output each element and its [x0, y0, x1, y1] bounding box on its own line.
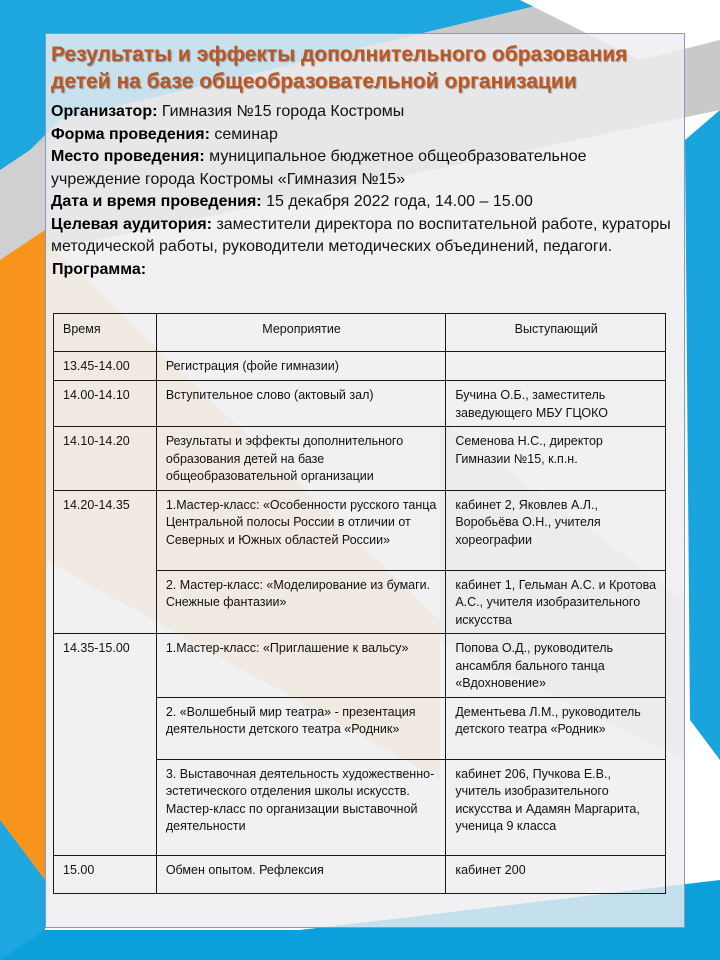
cell-event: 1.Мастер-класс: «Особенности русского танца Центральной полосы России в отличии от Северных и Южных областей России»	[156, 490, 446, 570]
cell-time: 15.00	[54, 855, 157, 893]
cell-time: 14.35-15.00	[54, 634, 157, 856]
cell-event: Обмен опытом. Рефлексия	[156, 855, 446, 893]
cell-event: 2. Мастер-класс: «Моделирование из бумаги. Снежные фантазии»	[156, 570, 446, 634]
cell-time: 14.00-14.10	[54, 381, 157, 427]
table-header-row	[54, 314, 666, 352]
program-label: Программа:	[52, 260, 147, 278]
cell-time: 13.45-14.00	[54, 352, 157, 381]
cell-event: 2. «Волшебный мир театра» - презентация деятельности детского театра «Родник»	[156, 697, 446, 759]
cell-speaker: кабинет 200	[446, 855, 666, 893]
cell-event: Результаты и эффекты дополнительного образования детей на базе общеобразовательной организации	[156, 427, 446, 491]
bg-blue-right	[685, 110, 720, 760]
cell-speaker: Семенова Н.С., директор Гимназии №15, к.п.н.	[446, 427, 666, 491]
cell-event: Регистрация (фойе гимназии)	[156, 352, 446, 381]
info-audience: Целевая аудитория: заместители директора по воспитательной работе, кураторы методической работы, руководители методических объединений, педагоги.	[51, 215, 671, 255]
header-speaker: Выступающий	[446, 314, 666, 352]
cell-speaker	[446, 352, 666, 381]
cell-speaker: кабинет 206, Пучкова Е.В., учитель изобразительного искусства и Адамян Маргарита, ученица 9 класса	[446, 759, 666, 855]
cell-speaker: кабинет 2, Яковлев А.Л., Воробьёва О.Н., учителя хореографии	[446, 490, 666, 570]
header-event: Мероприятие	[156, 314, 446, 352]
cell-event: 1.Мастер-класс: «Приглашение к вальсу»	[156, 634, 446, 698]
seminar-card	[45, 33, 685, 928]
cell-time: 14.10-14.20	[54, 427, 157, 491]
page-title: Результаты и эффекты дополнительного образования детей на базе общеобразовательной организации	[51, 43, 628, 93]
seminar-info	[50, 101, 680, 281]
table-row	[54, 855, 666, 893]
cell-speaker: Попова О.Д., руководитель ансамбля бального танца «Вдохновение»	[446, 634, 666, 698]
table-row	[54, 427, 666, 491]
table-row	[54, 352, 666, 381]
info-datetime: Дата и время проведения: 15 декабря 2022 года, 14.00 – 15.00	[51, 193, 533, 210]
table-row	[54, 490, 666, 570]
cell-speaker: Бучина О.Б., заместитель заведующего МБУ ГЦОКО	[446, 381, 666, 427]
info-organizer: Организатор: Гимназия №15 города Костромы	[51, 103, 405, 120]
info-format: Форма проведения: семинар	[51, 125, 278, 143]
cell-speaker: кабинет 1, Гельман А.С. и Кротова А.С., учителя изобразительного искусства	[446, 570, 666, 634]
cell-event: 3. Выставочная деятельность художественно-эстетического отделения школы искусств. Мастер-класс по организации выставочной деятельности	[156, 759, 446, 855]
table-row	[54, 634, 666, 698]
cell-event: Вступительное слово (актовый зал)	[156, 381, 446, 427]
bg-orange-left	[0, 200, 45, 900]
cell-speaker: Дементьева Л.М., руководитель детского театра «Родник»	[446, 697, 666, 759]
cell-time: 14.20-14.35	[54, 490, 157, 634]
table-row	[54, 381, 666, 427]
program-table	[53, 313, 666, 894]
info-venue: Место проведения: муниципальное бюджетное общеобразовательное учреждение города Костромы «Гимназия №15»	[51, 148, 587, 188]
header-time: Время	[54, 314, 157, 352]
